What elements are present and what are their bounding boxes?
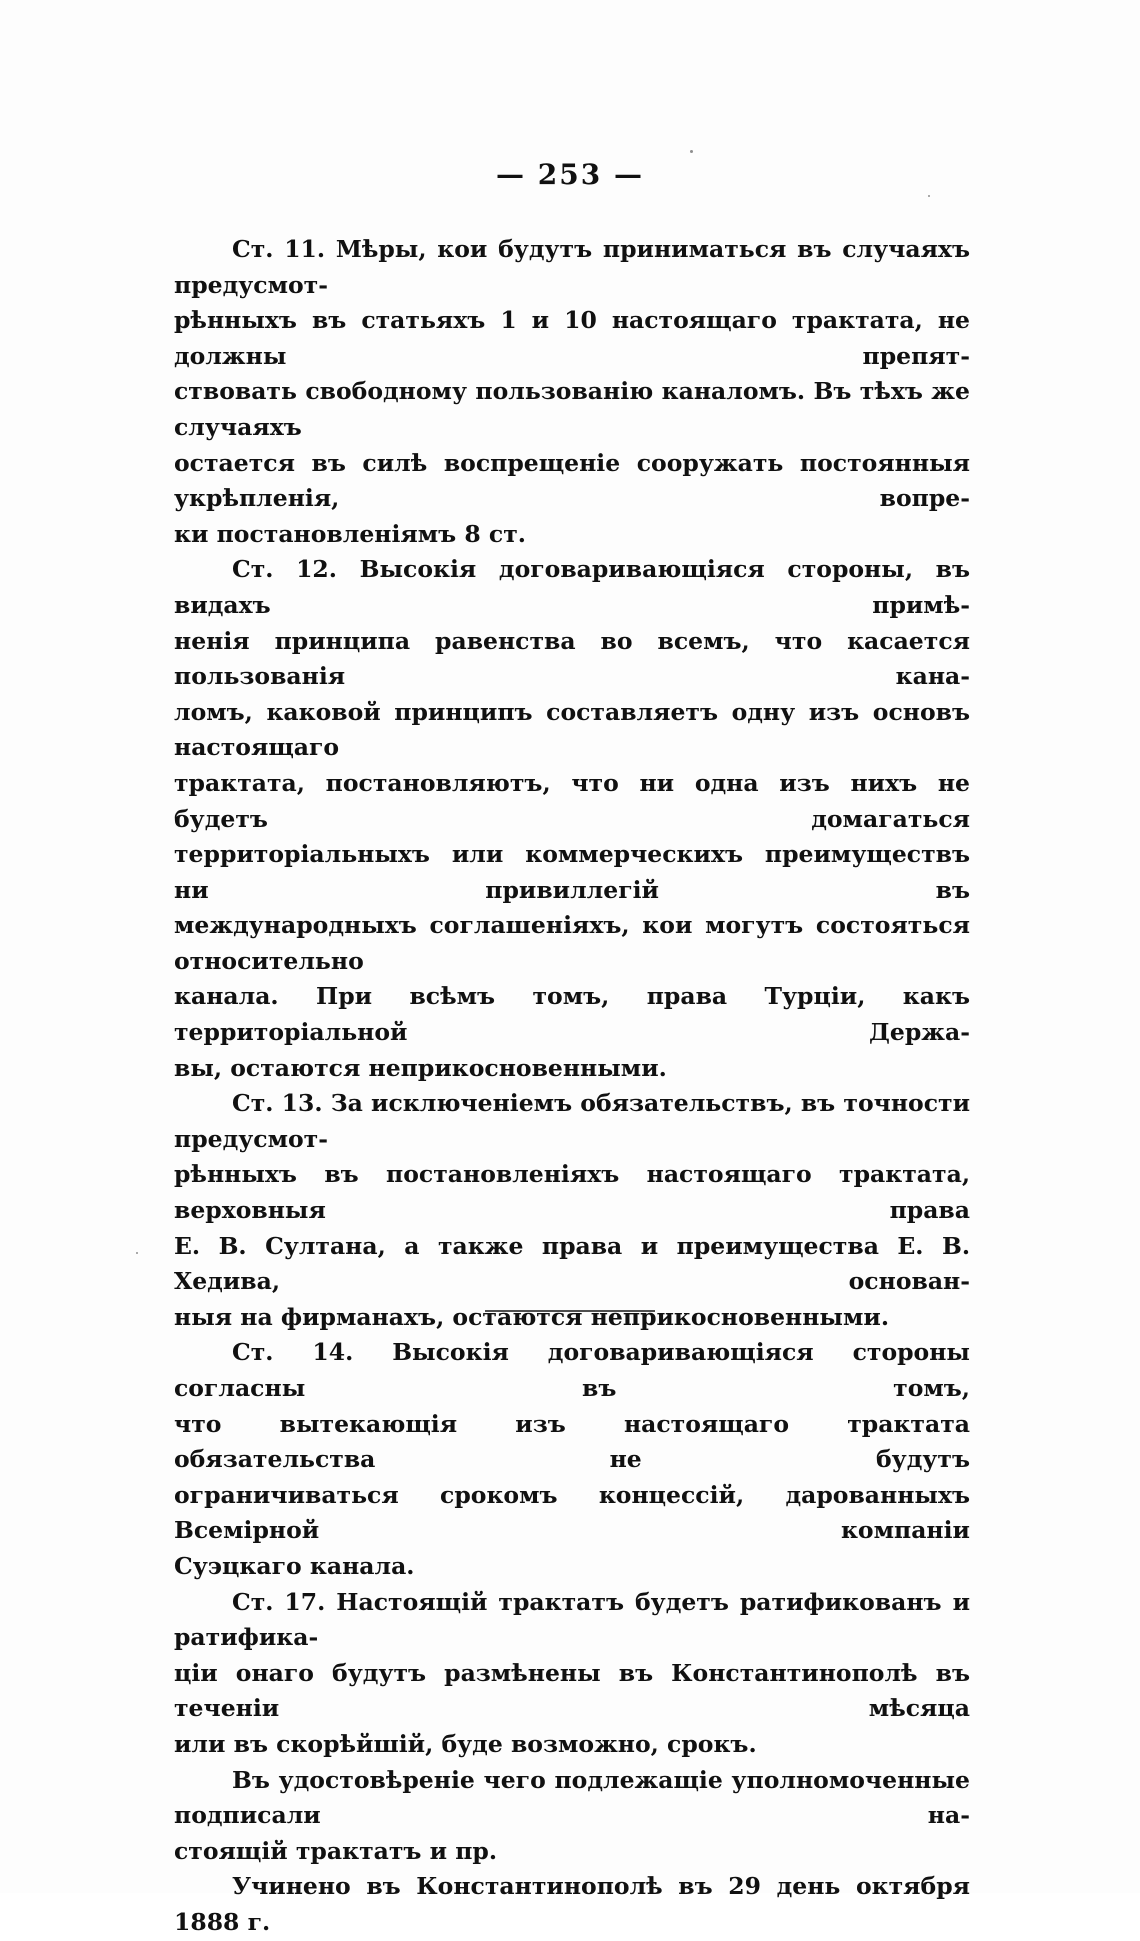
text-line: Суэцкаго канала. xyxy=(174,1551,415,1580)
text-line: Ст. 13. За исключеніемъ обязательствъ, въ точности предусмот- xyxy=(174,1089,970,1153)
date-line xyxy=(174,1869,970,1940)
text-line: вы, остаются неприкосновенными. xyxy=(174,1053,667,1082)
print-speck xyxy=(136,1252,138,1254)
closing-rule xyxy=(0,1310,1140,1313)
text-line: Учинено въ Константинополѣ въ 29 день октября 1888 г. xyxy=(174,1872,970,1936)
article-17 xyxy=(174,1585,970,1763)
article-14 xyxy=(174,1335,970,1584)
text-line: рѣнныхъ въ статьяхъ 1 и 10 настоящаго трактата, не должны препят- xyxy=(174,306,970,370)
text-line: Ст. 17. Настоящій трактатъ будетъ ратификованъ и ратифика- xyxy=(174,1587,970,1652)
text-line: Ст. 14. Высокія договаривающіяся стороны согласны въ томъ, xyxy=(174,1338,970,1402)
text-line: ки постановленіямъ 8 ст. xyxy=(174,519,526,548)
text-line: ненія принципа равенства во всемъ, что касается пользованія кана- xyxy=(174,626,970,691)
text-line: ныя на фирманахъ, остаются неприкосновенными. xyxy=(174,1302,890,1331)
text-line: Въ удостовѣреніе чего подлежащіе уполномоченные подписали на- xyxy=(174,1765,970,1830)
text-line: международныхъ соглашеніяхъ, кои могутъ состояться относительно xyxy=(174,911,970,975)
text-line: рѣнныхъ въ постановленіяхъ настоящаго трактата, верховныя права xyxy=(174,1160,970,1225)
article-13 xyxy=(174,1086,970,1335)
text-line: трактата, постановляютъ, что ни одна изъ нихъ не будетъ домагаться xyxy=(174,768,970,833)
text-line: Ст. 12. Высокія договаривающіяся стороны, въ видахъ примѣ- xyxy=(174,555,970,619)
text-line: территоріальныхъ или коммерческихъ преимуществъ ни привиллегій въ xyxy=(174,840,970,904)
text-line: ствовать свободному пользованію каналомъ. Въ тѣхъ же случаяхъ xyxy=(174,377,970,441)
text-line: Ст. 11. Мѣры, кои будутъ приниматься въ случаяхъ предусмот- xyxy=(174,235,970,299)
text-line: что вытекающія изъ настоящаго трактата обязательства не будутъ xyxy=(174,1409,970,1474)
text-line: Е. В. Султана, а также права и преимущества Е. В. Хедива, основан- xyxy=(174,1231,970,1296)
text-line: канала. При всѣмъ томъ, права Турціи, какъ территоріальной Держа- xyxy=(174,982,970,1047)
article-12 xyxy=(174,552,970,1086)
article-11 xyxy=(174,232,970,552)
text-line: или въ скорѣйшій, буде возможно, срокъ. xyxy=(174,1729,757,1758)
text-line: ломъ, каковой принципъ составляетъ одну изъ основъ настоящаго xyxy=(174,697,970,762)
text-line: стоящій трактатъ и пр. xyxy=(174,1836,498,1865)
print-speck xyxy=(690,150,693,153)
treaty-text xyxy=(174,232,970,1941)
text-line: остается въ силѣ воспрещеніе сооружать постоянныя укрѣпленія, вопре- xyxy=(174,448,970,513)
attestation-clause xyxy=(174,1763,970,1870)
print-speck xyxy=(928,195,930,197)
text-line: ограничиваться срокомъ концессій, дарованныхъ Всемірной компаніи xyxy=(174,1480,970,1545)
page-number: — 253 — xyxy=(496,158,644,191)
text-line: ціи онаго будутъ размѣнены въ Константинополѣ въ теченіи мѣсяца xyxy=(174,1658,970,1723)
divider xyxy=(485,1310,655,1313)
